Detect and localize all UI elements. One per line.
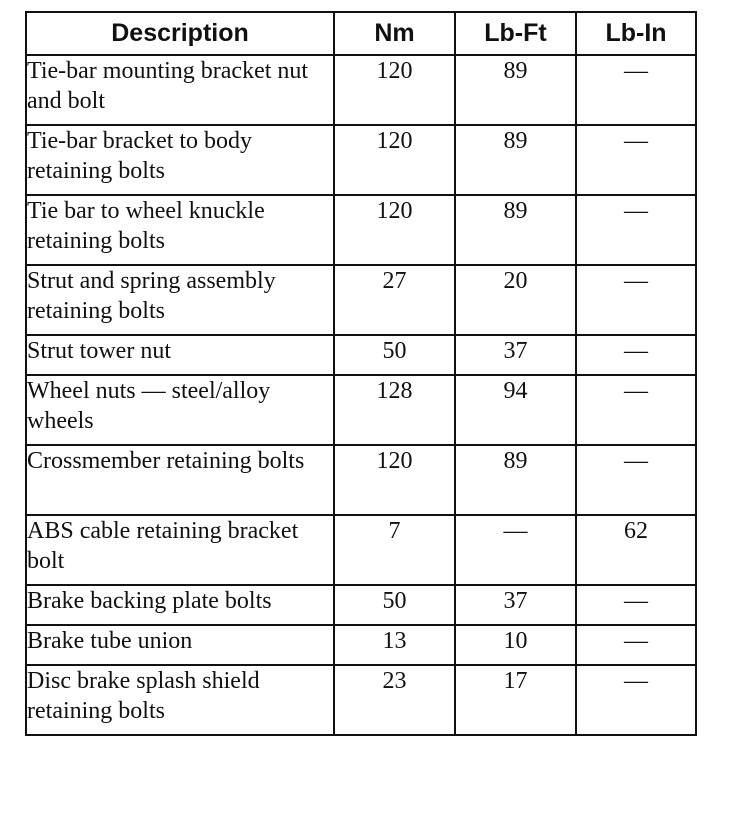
table-row	[26, 375, 696, 445]
lb-in-cell: —	[576, 125, 696, 195]
nm-cell: 120	[334, 55, 455, 125]
lb-ft-cell: 94	[455, 375, 576, 445]
nm-cell: 120	[334, 125, 455, 195]
nm-cell: 13	[334, 625, 455, 665]
torque-spec-table	[25, 11, 697, 736]
lb-in-cell: 62	[576, 515, 696, 585]
table-row	[26, 335, 696, 375]
header-description: Description	[26, 12, 334, 55]
description-cell: Wheel nuts — steel/alloy wheels	[26, 375, 334, 445]
table-row	[26, 125, 696, 195]
description-cell: Brake backing plate bolts	[26, 585, 334, 625]
description-cell: ABS cable retaining bracket bolt	[26, 515, 334, 585]
nm-cell: 23	[334, 665, 455, 735]
nm-cell: 120	[334, 195, 455, 265]
description-cell: Brake tube union	[26, 625, 334, 665]
nm-cell: 27	[334, 265, 455, 335]
description-cell: Crossmember retaining bolts	[26, 445, 334, 515]
lb-ft-cell: 17	[455, 665, 576, 735]
lb-ft-cell: 89	[455, 125, 576, 195]
description-cell: Tie-bar bracket to body retaining bolts	[26, 125, 334, 195]
header-nm: Nm	[334, 12, 455, 55]
lb-ft-cell: 37	[455, 335, 576, 375]
nm-cell: 120	[334, 445, 455, 515]
lb-ft-cell: —	[455, 515, 576, 585]
nm-cell: 50	[334, 335, 455, 375]
table-row	[26, 625, 696, 665]
table-row	[26, 515, 696, 585]
lb-ft-cell: 89	[455, 55, 576, 125]
lb-in-cell: —	[576, 55, 696, 125]
lb-in-cell: —	[576, 265, 696, 335]
table-row	[26, 585, 696, 625]
lb-in-cell: —	[576, 445, 696, 515]
description-cell: Tie-bar mounting bracket nut and bolt	[26, 55, 334, 125]
header-lb-ft: Lb-Ft	[455, 12, 576, 55]
header-lb-in: Lb-In	[576, 12, 696, 55]
lb-in-cell: —	[576, 195, 696, 265]
table-row	[26, 195, 696, 265]
header-row	[26, 12, 696, 55]
description-cell: Strut and spring assembly retaining bolts	[26, 265, 334, 335]
nm-cell: 50	[334, 585, 455, 625]
nm-cell: 128	[334, 375, 455, 445]
lb-ft-cell: 20	[455, 265, 576, 335]
lb-in-cell: —	[576, 335, 696, 375]
lb-in-cell: —	[576, 585, 696, 625]
description-cell: Disc brake splash shield retaining bolts	[26, 665, 334, 735]
table-row	[26, 665, 696, 735]
lb-in-cell: —	[576, 665, 696, 735]
table-row	[26, 445, 696, 515]
lb-ft-cell: 37	[455, 585, 576, 625]
lb-in-cell: —	[576, 625, 696, 665]
lb-ft-cell: 89	[455, 445, 576, 515]
description-cell: Strut tower nut	[26, 335, 334, 375]
lb-ft-cell: 10	[455, 625, 576, 665]
table-row	[26, 265, 696, 335]
table-row	[26, 55, 696, 125]
lb-ft-cell: 89	[455, 195, 576, 265]
description-cell: Tie bar to wheel knuckle retaining bolts	[26, 195, 334, 265]
lb-in-cell: —	[576, 375, 696, 445]
nm-cell: 7	[334, 515, 455, 585]
